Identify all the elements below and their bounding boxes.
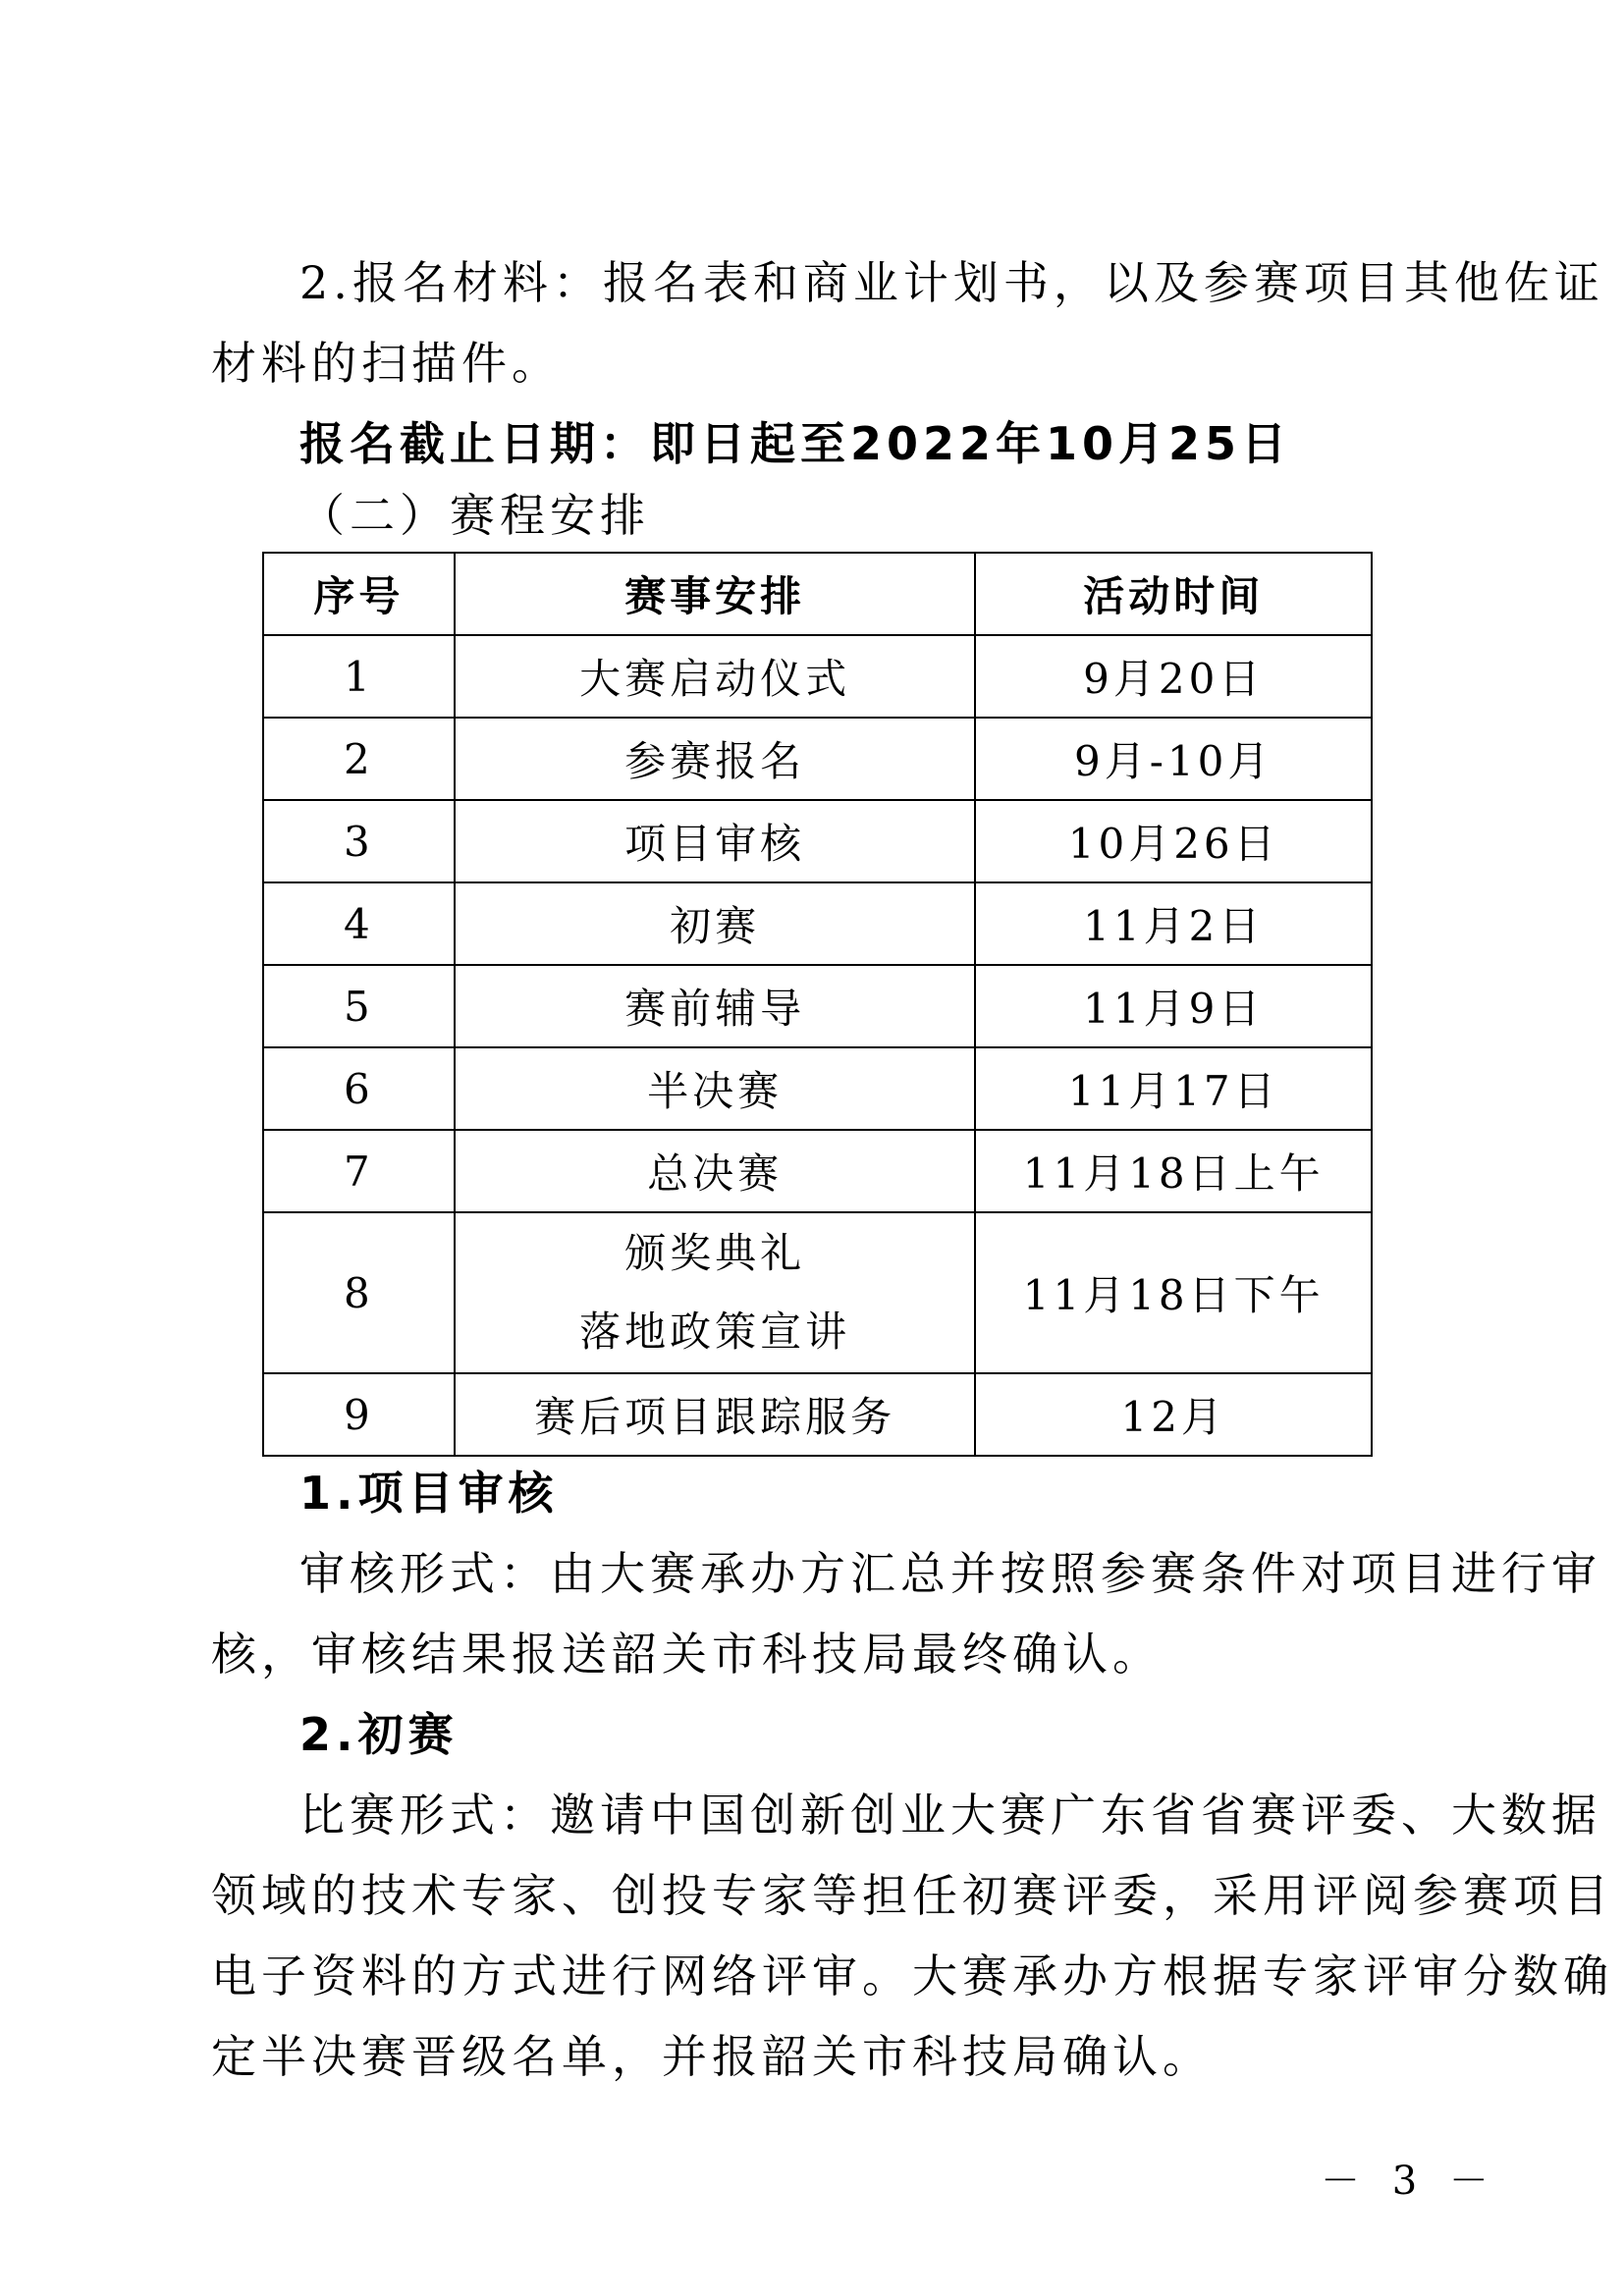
header-number: 序号 xyxy=(263,553,455,635)
table-row xyxy=(263,1130,1372,1212)
preliminary-line-3: 电子资料的方式进行网络评审。大赛承办方根据专家评审分数确 xyxy=(211,1949,1613,2002)
materials-line-1: 2.报名材料：报名表和商业计划书，以及参赛项目其他佐证 xyxy=(299,256,1604,309)
preliminary-line-1: 比赛形式：邀请中国创新创业大赛广东省省赛评委、大数据 xyxy=(299,1789,1601,1842)
row-number: 2 xyxy=(263,718,455,800)
row-time: 11月9日 xyxy=(975,965,1372,1047)
table-row xyxy=(263,635,1372,718)
table-row xyxy=(263,1212,1372,1373)
row-time: 10月26日 xyxy=(975,800,1372,882)
row-number: 6 xyxy=(263,1047,455,1130)
row-event: 赛前辅导 xyxy=(455,965,976,1047)
row-event: 参赛报名 xyxy=(455,718,976,800)
row-number: 1 xyxy=(263,635,455,718)
table-row xyxy=(263,882,1372,965)
header-event: 赛事安排 xyxy=(455,553,976,635)
row-time: 12月 xyxy=(975,1373,1372,1456)
preliminary-line-2: 领域的技术专家、创投专家等担任初赛评委，采用评阅参赛项目 xyxy=(211,1869,1613,1922)
page-number: － 3 － xyxy=(1321,2159,1498,2204)
row-time: 11月2日 xyxy=(975,882,1372,965)
row-event: 半决赛 xyxy=(455,1047,976,1130)
row-event-line-1: 颁奖典礼 xyxy=(624,1229,806,1277)
row-number: 5 xyxy=(263,965,455,1047)
deadline-text: 报名截止日期：即日起至2022年10月25日 xyxy=(299,417,1292,470)
table-row xyxy=(263,718,1372,800)
table-row xyxy=(263,1047,1372,1130)
row-number: 8 xyxy=(263,1212,455,1373)
row-number: 3 xyxy=(263,800,455,882)
row-number: 7 xyxy=(263,1130,455,1212)
row-time: 11月18日下午 xyxy=(975,1212,1372,1373)
materials-line-2: 材料的扫描件。 xyxy=(211,337,562,390)
table-row xyxy=(263,965,1372,1047)
table-row xyxy=(263,1373,1372,1456)
row-event: 赛后项目跟踪服务 xyxy=(455,1373,976,1456)
row-time: 11月18日上午 xyxy=(975,1130,1372,1212)
row-time: 11月17日 xyxy=(975,1047,1372,1130)
row-event xyxy=(455,1212,976,1373)
review-line-1: 审核形式：由大赛承办方汇总并按照参赛条件对项目进行审 xyxy=(299,1547,1601,1600)
row-event: 项目审核 xyxy=(455,800,976,882)
row-time: 9月-10月 xyxy=(975,718,1372,800)
row-event: 初赛 xyxy=(455,882,976,965)
schedule-table xyxy=(262,552,1373,1457)
row-event-line-2: 落地政策宣讲 xyxy=(579,1308,851,1356)
preliminary-heading: 2.初赛 xyxy=(299,1708,459,1761)
schedule-heading: （二）赛程安排 xyxy=(299,489,650,542)
table-row xyxy=(263,800,1372,882)
review-line-2: 核，审核结果报送韶关市科技局最终确认。 xyxy=(211,1628,1163,1681)
row-event: 总决赛 xyxy=(455,1130,976,1212)
row-number: 4 xyxy=(263,882,455,965)
table-header-row xyxy=(263,553,1372,635)
row-number: 9 xyxy=(263,1373,455,1456)
preliminary-line-4: 定半决赛晋级名单，并报韶关市科技局确认。 xyxy=(211,2030,1213,2083)
header-time: 活动时间 xyxy=(975,553,1372,635)
row-event: 大赛启动仪式 xyxy=(455,635,976,718)
review-heading: 1.项目审核 xyxy=(299,1467,559,1520)
row-time: 9月20日 xyxy=(975,635,1372,718)
